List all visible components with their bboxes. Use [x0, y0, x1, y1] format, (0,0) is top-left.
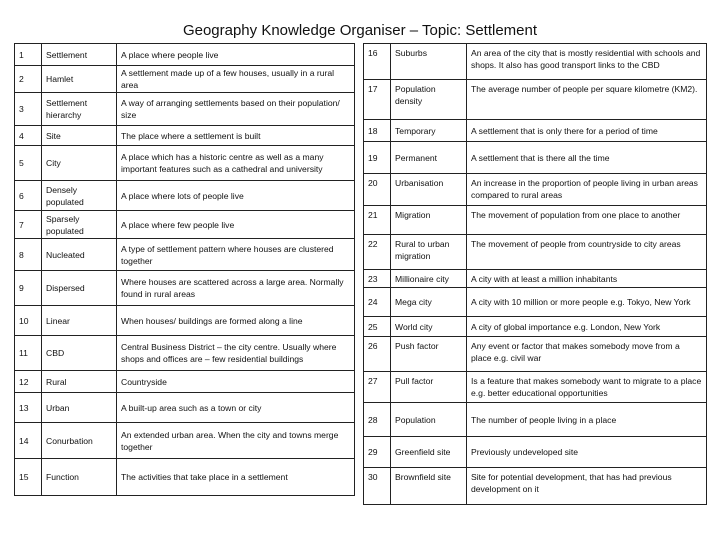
- cell-term: Urbanisation: [391, 174, 467, 206]
- cell-term: Function: [42, 459, 117, 496]
- cell-num: 17: [364, 80, 391, 120]
- table-row: [364, 44, 707, 80]
- cell-num: 9: [15, 271, 42, 306]
- cell-definition: A way of arranging settlements based on their population/ size: [117, 93, 355, 126]
- table-row: [364, 206, 707, 235]
- cell-term: Settlement hierarchy: [42, 93, 117, 126]
- table-row: [364, 80, 707, 120]
- cell-term: World city: [391, 317, 467, 337]
- cell-term: CBD: [42, 336, 117, 371]
- cell-definition: A type of settlement pattern where houses are clustered together: [117, 239, 355, 271]
- cell-definition: The place where a settlement is built: [117, 126, 355, 146]
- cell-num: 1: [15, 44, 42, 66]
- cell-definition: The average number of people per square kilometre (KM2).: [467, 80, 707, 120]
- glossary-table-left: [14, 43, 355, 496]
- cell-term: Greenfield site: [391, 437, 467, 468]
- cell-definition: When houses/ buildings are formed along a line: [117, 306, 355, 336]
- cell-num: 8: [15, 239, 42, 271]
- cell-num: 29: [364, 437, 391, 468]
- cell-term: Sparsely populated: [42, 211, 117, 239]
- cell-num: 16: [364, 44, 391, 80]
- cell-term: Population density: [391, 80, 467, 120]
- cell-term: Permanent: [391, 142, 467, 174]
- cell-term: Conurbation: [42, 423, 117, 459]
- cell-term: Mega city: [391, 288, 467, 317]
- cell-definition: A settlement that is only there for a period of time: [467, 120, 707, 142]
- cell-term: Rural to urban migration: [391, 235, 467, 270]
- cell-definition: A place where lots of people live: [117, 181, 355, 211]
- table-row: [15, 146, 355, 181]
- table-row: [15, 44, 355, 66]
- cell-definition: An increase in the proportion of people living in urban areas compared to rural areas: [467, 174, 707, 206]
- cell-num: 10: [15, 306, 42, 336]
- cell-definition: Any event or factor that makes somebody move from a place e.g. civil war: [467, 337, 707, 372]
- cell-num: 6: [15, 181, 42, 211]
- cell-num: 4: [15, 126, 42, 146]
- cell-definition: Countryside: [117, 371, 355, 393]
- cell-definition: A place where few people live: [117, 211, 355, 239]
- table-row: [15, 306, 355, 336]
- cell-term: Pull factor: [391, 372, 467, 403]
- cell-num: 13: [15, 393, 42, 423]
- cell-term: Suburbs: [391, 44, 467, 80]
- table-row: [364, 174, 707, 206]
- cell-definition: A built-up area such as a town or city: [117, 393, 355, 423]
- table-row: [364, 288, 707, 317]
- cell-num: 5: [15, 146, 42, 181]
- table-row: [364, 120, 707, 142]
- table-row: [364, 437, 707, 468]
- cell-num: 12: [15, 371, 42, 393]
- cell-term: Temporary: [391, 120, 467, 142]
- page-title: Geography Knowledge Organiser – Topic: Settlement: [182, 22, 538, 39]
- table-row: [15, 181, 355, 211]
- cell-definition: An extended urban area. When the city and towns merge together: [117, 423, 355, 459]
- cell-num: 22: [364, 235, 391, 270]
- table-row: [364, 317, 707, 337]
- table-row: [364, 337, 707, 372]
- cell-term: Linear: [42, 306, 117, 336]
- cell-definition: Central Business District – the city centre. Usually where shops and offices are – few residential buildings: [117, 336, 355, 371]
- cell-num: 27: [364, 372, 391, 403]
- table-row: [15, 93, 355, 126]
- cell-num: 20: [364, 174, 391, 206]
- cell-num: 28: [364, 403, 391, 437]
- cell-num: 25: [364, 317, 391, 337]
- table-row: [15, 239, 355, 271]
- table-row: [15, 423, 355, 459]
- cell-definition: A city with 10 million or more people e.g. Tokyo, New York: [467, 288, 707, 317]
- cell-num: 3: [15, 93, 42, 126]
- cell-num: 15: [15, 459, 42, 496]
- cell-num: 11: [15, 336, 42, 371]
- cell-term: Dispersed: [42, 271, 117, 306]
- cell-term: Nucleated: [42, 239, 117, 271]
- cell-definition: A city of global importance e.g. London, New York: [467, 317, 707, 337]
- cell-definition: A settlement that is there all the time: [467, 142, 707, 174]
- cell-definition: Is a feature that makes somebody want to migrate to a place e.g. better educational opportunities: [467, 372, 707, 403]
- cell-term: Brownfield site: [391, 468, 467, 505]
- cell-num: 23: [364, 270, 391, 288]
- cell-num: 7: [15, 211, 42, 239]
- cell-definition: Previously undeveloped site: [467, 437, 707, 468]
- cell-term: Urban: [42, 393, 117, 423]
- table-row: [15, 211, 355, 239]
- cell-num: 2: [15, 66, 42, 93]
- cell-term: Millionaire city: [391, 270, 467, 288]
- table-row: [15, 66, 355, 93]
- cell-num: 19: [364, 142, 391, 174]
- table-row: [15, 459, 355, 496]
- table-row: [15, 271, 355, 306]
- cell-definition: An area of the city that is mostly residential with schools and shops. It also has good transport links to the CBD: [467, 44, 707, 80]
- table-row: [15, 336, 355, 371]
- table-row: [364, 142, 707, 174]
- cell-num: 24: [364, 288, 391, 317]
- cell-num: 21: [364, 206, 391, 235]
- table-row: [364, 235, 707, 270]
- cell-term: Population: [391, 403, 467, 437]
- glossary-table-right: [363, 43, 707, 505]
- cell-term: Push factor: [391, 337, 467, 372]
- cell-definition: A place where people live: [117, 44, 355, 66]
- cell-num: 18: [364, 120, 391, 142]
- cell-definition: A place which has a historic centre as well as a many important features such as a cathedral and university: [117, 146, 355, 181]
- table-row: [364, 468, 707, 505]
- cell-num: 14: [15, 423, 42, 459]
- cell-definition: The movement of people from countryside to city areas: [467, 235, 707, 270]
- cell-term: Site: [42, 126, 117, 146]
- cell-term: City: [42, 146, 117, 181]
- table-row: [364, 270, 707, 288]
- cell-definition: A city with at least a million inhabitants: [467, 270, 707, 288]
- cell-num: 30: [364, 468, 391, 505]
- table-row: [15, 126, 355, 146]
- cell-term: Settlement: [42, 44, 117, 66]
- cell-definition: Site for potential development, that has had previous development on it: [467, 468, 707, 505]
- cell-term: Rural: [42, 371, 117, 393]
- cell-term: Hamlet: [42, 66, 117, 93]
- cell-definition: Where houses are scattered across a large area. Normally found in rural areas: [117, 271, 355, 306]
- cell-term: Migration: [391, 206, 467, 235]
- cell-definition: The movement of population from one place to another: [467, 206, 707, 235]
- cell-term: Densely populated: [42, 181, 117, 211]
- cell-definition: A settlement made up of a few houses, usually in a rural area: [117, 66, 355, 93]
- cell-num: 26: [364, 337, 391, 372]
- table-row: [364, 403, 707, 437]
- table-row: [15, 371, 355, 393]
- table-row: [364, 372, 707, 403]
- table-row: [15, 393, 355, 423]
- cell-definition: The activities that take place in a settlement: [117, 459, 355, 496]
- cell-definition: The number of people living in a place: [467, 403, 707, 437]
